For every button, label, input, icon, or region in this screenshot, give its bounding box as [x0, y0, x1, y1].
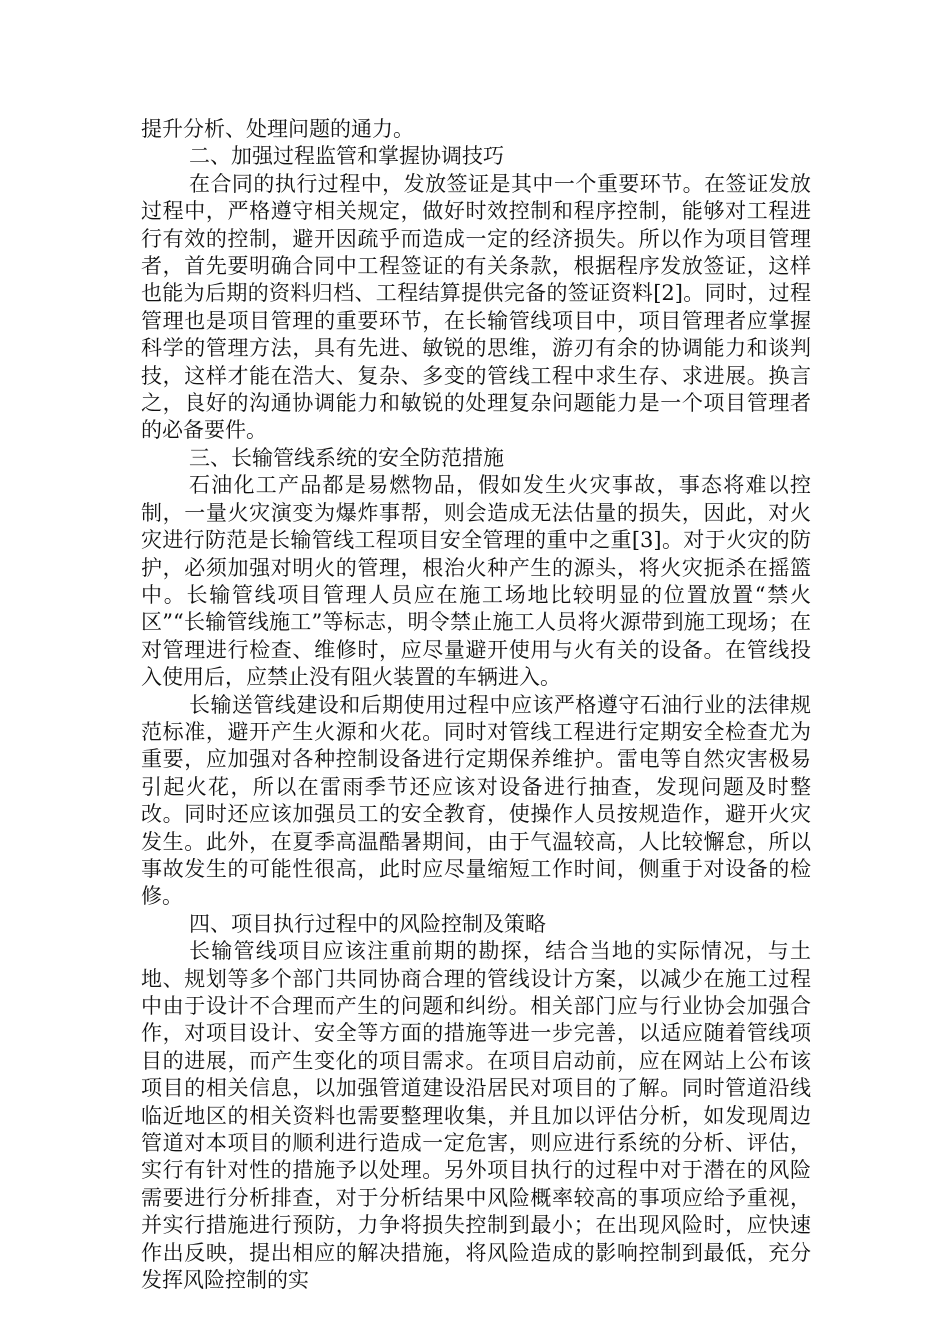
body-paragraph: 长输送管线建设和后期使用过程中应该严格遵守石油行业的法律规范标准，避开产生火源和火花。同时对管线工程进行定期安全检查尤为重要，应加强对各种控制设备进行定期保养维护。雷电等自然灾害极易引起火花，所以在雷雨季节还应该对设备进行抽查，发现问题及时整改。同时还应该加强员工的安全教育，使操作人员按规造作，避开火灾发生。此外，在夏季高温酷暑期间，由于气温较高，人比较懈怠，所以事故发生的可能性很高，此时应尽量缩短工作时间，侧重于对设备的检修。	[141, 692, 811, 909]
body-paragraph: 长输管线项目应该注重前期的勘探，结合当地的实际情况，与土地、规划等多个部门共同协商合理的管线设计方案，以减少在施工过程中由于设计不合理而产生的问题和纠纷。相关部门应与行业协会加强合作，对项目设计、安全等方面的措施等进一步完善，以适应随着管线项目的进展，而产生变化的项目需求。在项目启动前，应在网站上公布该项目的相关信息，以加强管道建设沿居民对项目的了解。同时管道沿线临近地区的相关资料也需要整理收集，并且加以评估分析，如发现周边管道对本项目的顺利进行造成一定危害，则应进行系统的分析、评估，实行有针对性的措施予以处理。另外项目执行的过程中对于潜在的风险需要进行分析排查，对于分析结果中风险概率较高的事项应给予重视，并实行措施进行预防，力争将损失控制到最小；在出现风险时，应快速作出反映，提出相应的解决措施，将风险造成的影响控制到最低，充分发挥风险控制的实	[141, 939, 811, 1293]
body-paragraph: 在合同的执行过程中，发放签证是其中一个重要环节。在签证发放过程中，严格遵守相关规定，做好时效控制和程序控制，能够对工程进行有效的控制，避开因疏乎而造成一定的经济损失。所以作为项目管理者，首先要明确合同中工程签证的有关条款，根据程序发放签证，这样也能为后期的资料归档、工程结算提供完备的签证资料[2]。同时，过程管理也是项目管理的重要环节，在长输管线项目中，项目管理者应掌握科学的管理方法，具有先进、敏锐的思维，游刃有余的协调能力和谈判技，这样才能在浩大、复杂、多变的管线工程中求生存、求进展。换言之，良好的沟通协调能力和敏锐的处理复杂问题能力是一个项目管理者的必备要件。	[141, 171, 811, 443]
section-heading-2: 二、加强过程监管和掌握协调技巧	[189, 144, 504, 169]
paragraph-continuation: 提升分析、处理问题的通力。	[141, 117, 414, 141]
body-paragraph: 石油化工产品都是易燃物品，假如发生火灾事故，事态将难以控制，一量火灾演变为爆炸事帮，则会造成无法估量的损失，因此，对火灾进行防范是长输管线工程项目安全管理的重中之重[3]。对于火灾的防护，必须加强对明火的管理，根治火种产生的源头，将火灾扼杀在摇篮中。长输管线项目管理人员应在施工场地比较明显的位置放置“禁火区”“长输管线施工”等标志，明令禁止施工人员将火源带到施工现场；在对管理进行检查、维修时，应尽量避开使用与火有关的设备。在管线投入使用后，应禁止没有阻火装置的车辆进入。	[141, 473, 811, 690]
section-heading-3: 三、长输管线系统的安全防范措施	[189, 445, 504, 470]
document-page	[141, 116, 811, 1294]
section-heading-4: 四、项目执行过程中的风险控制及策略	[189, 911, 546, 936]
